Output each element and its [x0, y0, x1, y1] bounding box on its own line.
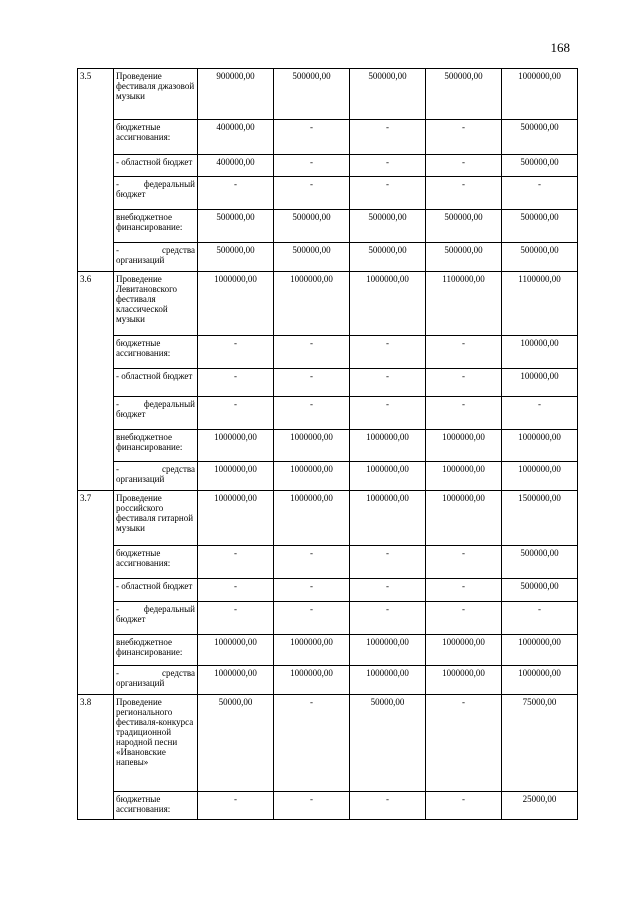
table-row-main — [78, 272, 578, 336]
value-cell: 1000000,00 — [198, 635, 274, 666]
page-number: 168 — [550, 40, 570, 55]
value-cell: - — [350, 369, 426, 397]
row-label: бюджетные ассигнования: — [114, 792, 198, 820]
row-label: - областной бюджет — [114, 579, 198, 602]
value-cell: - — [502, 397, 578, 430]
row-label: внебюджетное финансирование: — [114, 430, 198, 462]
row-label: - областной бюджет — [114, 155, 198, 177]
value-cell: 500000,00 — [350, 69, 426, 120]
value-cell: 1100000,00 — [426, 272, 502, 336]
value-cell: 1100000,00 — [502, 272, 578, 336]
row-label: внебюджетное финансирование: — [114, 210, 198, 243]
value-cell: - — [426, 695, 502, 792]
value-cell: 100000,00 — [502, 336, 578, 369]
value-cell: 1000000,00 — [426, 491, 502, 546]
value-cell: 50000,00 — [198, 695, 274, 792]
value-cell: - — [350, 792, 426, 820]
row-label: Проведение фестиваля джазовой музыки — [114, 69, 198, 120]
value-cell: 1000000,00 — [426, 666, 502, 695]
value-cell: - — [198, 602, 274, 635]
value-cell: 1000000,00 — [274, 666, 350, 695]
table-row-sub — [78, 336, 578, 369]
table-row-sub — [78, 243, 578, 272]
value-cell: 500000,00 — [274, 69, 350, 120]
value-cell: 1000000,00 — [502, 666, 578, 695]
value-cell: 1000000,00 — [198, 491, 274, 546]
value-cell: - — [350, 602, 426, 635]
value-cell: 500000,00 — [502, 155, 578, 177]
value-cell: - — [502, 602, 578, 635]
value-cell: 400000,00 — [198, 155, 274, 177]
value-cell: - — [350, 120, 426, 155]
value-cell: - — [198, 792, 274, 820]
value-cell: - — [426, 397, 502, 430]
value-cell: 500000,00 — [198, 210, 274, 243]
value-cell: - — [274, 336, 350, 369]
value-cell: - — [274, 369, 350, 397]
value-cell: 75000,00 — [502, 695, 578, 792]
table-row-sub — [78, 579, 578, 602]
value-cell: 500000,00 — [274, 243, 350, 272]
value-cell: 1000000,00 — [198, 462, 274, 491]
table-row-sub — [78, 635, 578, 666]
row-label: бюджетные ассигнования: — [114, 546, 198, 579]
value-cell: - — [426, 177, 502, 210]
table-row-sub — [78, 462, 578, 491]
value-cell: 1000000,00 — [274, 462, 350, 491]
row-label: Проведение российского фестиваля гитарной музыки — [114, 491, 198, 546]
table-row-sub — [78, 155, 578, 177]
value-cell: - — [274, 579, 350, 602]
value-cell: 500000,00 — [350, 210, 426, 243]
section-number: 3.6 — [78, 272, 114, 491]
section-number: 3.5 — [78, 69, 114, 272]
value-cell: 1000000,00 — [274, 491, 350, 546]
row-label: внебюджетное финансирование: — [114, 635, 198, 666]
value-cell: - — [426, 546, 502, 579]
row-label: - федеральный бюджет — [114, 177, 198, 210]
value-cell: 500000,00 — [426, 243, 502, 272]
value-cell: - — [426, 120, 502, 155]
row-label: - средства организаций — [114, 462, 198, 491]
value-cell: 1000000,00 — [502, 430, 578, 462]
row-label: - областной бюджет — [114, 369, 198, 397]
value-cell: - — [198, 546, 274, 579]
value-cell: 1000000,00 — [350, 272, 426, 336]
value-cell: - — [198, 177, 274, 210]
value-cell: 1000000,00 — [502, 69, 578, 120]
value-cell: - — [502, 177, 578, 210]
value-cell: - — [426, 336, 502, 369]
budget-table — [77, 68, 578, 820]
value-cell: 1500000,00 — [502, 491, 578, 546]
value-cell: - — [274, 155, 350, 177]
value-cell: - — [274, 695, 350, 792]
table-row-sub — [78, 120, 578, 155]
value-cell: 1000000,00 — [198, 666, 274, 695]
section-number: 3.8 — [78, 695, 114, 820]
table-row-main — [78, 491, 578, 546]
value-cell: - — [198, 336, 274, 369]
value-cell: - — [426, 369, 502, 397]
value-cell: 500000,00 — [198, 243, 274, 272]
value-cell: 1000000,00 — [350, 430, 426, 462]
table-row-sub — [78, 546, 578, 579]
value-cell: 500000,00 — [502, 243, 578, 272]
value-cell: - — [274, 546, 350, 579]
row-label: бюджетные ассигнования: — [114, 120, 198, 155]
table-row-sub — [78, 177, 578, 210]
table-row-sub — [78, 602, 578, 635]
value-cell: 500000,00 — [502, 120, 578, 155]
value-cell: - — [426, 792, 502, 820]
value-cell: - — [198, 579, 274, 602]
value-cell: - — [350, 579, 426, 602]
value-cell: 1000000,00 — [198, 272, 274, 336]
value-cell: 1000000,00 — [502, 635, 578, 666]
value-cell: 500000,00 — [274, 210, 350, 243]
table-row-main — [78, 695, 578, 792]
value-cell: 1000000,00 — [502, 462, 578, 491]
value-cell: - — [274, 397, 350, 430]
value-cell: 1000000,00 — [350, 462, 426, 491]
row-label: - федеральный бюджет — [114, 397, 198, 430]
value-cell: - — [274, 602, 350, 635]
value-cell: - — [350, 397, 426, 430]
value-cell: - — [274, 792, 350, 820]
table-row-sub — [78, 397, 578, 430]
value-cell: 1000000,00 — [274, 272, 350, 336]
table-row-sub — [78, 210, 578, 243]
value-cell: - — [198, 369, 274, 397]
value-cell: 1000000,00 — [350, 635, 426, 666]
value-cell: 500000,00 — [426, 69, 502, 120]
row-label: Проведение регионального фестиваля-конкурса традиционной народной песни «Ивановские напевы» — [114, 695, 198, 792]
value-cell: 1000000,00 — [350, 666, 426, 695]
value-cell: - — [426, 602, 502, 635]
value-cell: 500000,00 — [426, 210, 502, 243]
value-cell: - — [350, 177, 426, 210]
value-cell: - — [426, 155, 502, 177]
table-row-sub — [78, 792, 578, 820]
value-cell: 1000000,00 — [198, 430, 274, 462]
table-row-main — [78, 69, 578, 120]
row-label: бюджетные ассигнования: — [114, 336, 198, 369]
row-label: Проведение Левитановского фестиваля классической музыки — [114, 272, 198, 336]
value-cell: 500000,00 — [502, 579, 578, 602]
row-label: - средства организаций — [114, 666, 198, 695]
value-cell: - — [198, 397, 274, 430]
value-cell: - — [274, 120, 350, 155]
value-cell: - — [350, 336, 426, 369]
section-number: 3.7 — [78, 491, 114, 695]
value-cell: - — [274, 177, 350, 210]
value-cell: 1000000,00 — [274, 635, 350, 666]
value-cell: 25000,00 — [502, 792, 578, 820]
value-cell: 900000,00 — [198, 69, 274, 120]
row-label: - федеральный бюджет — [114, 602, 198, 635]
value-cell: 1000000,00 — [274, 430, 350, 462]
value-cell: - — [350, 546, 426, 579]
value-cell: 100000,00 — [502, 369, 578, 397]
value-cell: - — [426, 579, 502, 602]
value-cell: 1000000,00 — [426, 635, 502, 666]
value-cell: 1000000,00 — [426, 430, 502, 462]
table-row-sub — [78, 430, 578, 462]
value-cell: 500000,00 — [502, 546, 578, 579]
row-label: - средства организаций — [114, 243, 198, 272]
table-row-sub — [78, 666, 578, 695]
value-cell: 500000,00 — [350, 243, 426, 272]
value-cell: - — [350, 155, 426, 177]
value-cell: 1000000,00 — [350, 491, 426, 546]
value-cell: 400000,00 — [198, 120, 274, 155]
value-cell: 50000,00 — [350, 695, 426, 792]
value-cell: 500000,00 — [502, 210, 578, 243]
table-row-sub — [78, 369, 578, 397]
value-cell: 1000000,00 — [426, 462, 502, 491]
